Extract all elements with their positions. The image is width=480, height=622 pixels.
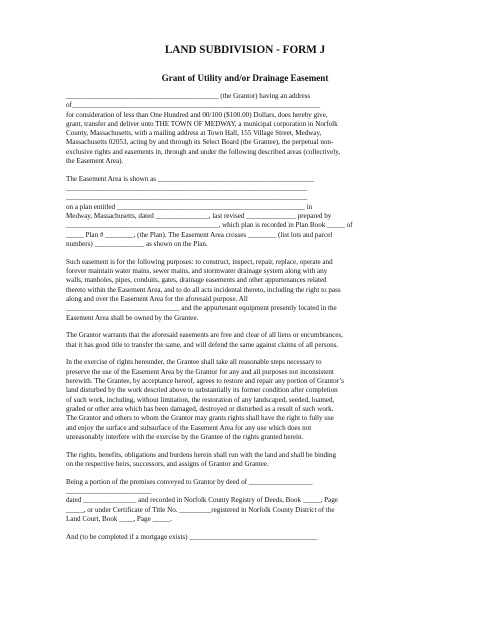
paragraph-grantor <box>66 92 424 166</box>
text-line: Massachusetts 02053, acting by and through its Select Board (the Grantee), the perpetual non- <box>66 138 334 147</box>
paragraph-deed <box>66 478 424 524</box>
document-subtitle: Grant of Utility and/or Drainage Easement <box>161 73 329 83</box>
text-line: The Easement Area is shown as ____________________________________________ <box>66 174 314 183</box>
text-line: along and over the Easement Area for the aforesaid purpose. All <box>66 294 248 303</box>
document-title: LAND SUBDIVISION - FORM J <box>164 44 326 56</box>
text-line: Easement Area shall be owned by the Grantee. <box>66 313 199 322</box>
text-line: And (to be completed if a mortgage exists) ____________________________________ <box>66 532 318 541</box>
text-line: The rights, benefits, obligations and burdens herein shall run with the land and shall be binding <box>66 450 337 459</box>
paragraph-mortgage <box>66 533 424 542</box>
text-line: ___________________________________________, which plan is recorded in Plan Book _____ of <box>66 221 353 230</box>
text-line: preserve the use of the Easement Area by the Grantor for any and all purposes not inconsistent <box>66 367 334 376</box>
text-line: thereto within the Easement Area, and to do all acts incidental thereto, including the right to pass <box>66 285 341 294</box>
text-line: for consideration of less than One Hundred and 00/100 ($100.00) Dollars, does hereby give, <box>66 110 328 119</box>
text-line: Land Court, Book ____, Page _____. <box>66 514 173 523</box>
paragraph-binding <box>66 451 424 470</box>
text-line: County, Massachusetts, with a mailing address at Town Hall, 155 Village Street, Medway, <box>66 129 322 138</box>
text-line: The Grantor and others to whom the Grantor may grants rights shall have the right to fully use <box>66 414 334 423</box>
text-line: ___________________________________________ (the Grantor) having an address <box>66 92 311 100</box>
text-line: of such work, including, without limitation, the restoration of any landscaped, seeded, loamed, <box>66 395 335 404</box>
paragraph-exercise <box>66 358 424 442</box>
text-line: forever maintain water mains, sewer mains, and stormwater drainage system along with any <box>66 267 328 276</box>
text-line: of______________________________________________________________________ <box>66 101 321 110</box>
text-line: ________________________ <box>66 486 152 495</box>
text-line: Such easement is for the following purposes: to construct, inspect, repair, replace, operate and <box>66 257 333 266</box>
text-line: The Grantor warrants that the aforesaid easements are free and clear of all liens or encumbrances, <box>66 331 343 340</box>
text-line: exclusive rights and easements in, through and under the following described areas (collectively, <box>66 147 341 156</box>
text-line: walls, manholes, pipes, conduits, gates, drainage easements and other appurtenances related <box>66 276 327 285</box>
text-line: land disturbed by the work descried above to substantially its former condition after completion <box>66 386 338 395</box>
text-line: and enjoy the surface and subsurface of the Easement Area for any use which does not <box>66 423 312 432</box>
paragraph-easement-area <box>66 175 424 249</box>
text-line: the Easement Area). <box>66 157 124 166</box>
text-line: In the exercise of rights hereunder, the Grantee shall take all reasonable steps necessary to <box>66 358 322 367</box>
text-line: _____ Plan # ________, (the Plan). The Easement Area crosses ________ (list lots and parcel <box>66 230 333 239</box>
text-line: on the respective heirs, successors, and assigns of Grantor and Grantee. <box>66 459 269 468</box>
text-line: on a plan entitled _____________________________________________________ in <box>66 202 313 211</box>
text-line: Medway, Massachusetts, dated _______________, last revised ______________ prepared by <box>66 212 332 221</box>
text-line: ________________________________ and the appurtenant equipment presently located in the <box>66 304 337 313</box>
text-line: that it has good title to transfer the same, and will defend the same against claims of all persons. <box>66 340 339 349</box>
text-line: ____________________________________________________________________ <box>66 184 308 193</box>
text-line: unreasonably interfere with the exercise by the Grantee of the rights granted herein. <box>66 432 304 441</box>
text-line: grant, transfer and deliver unto THE TOWN OF MEDWAY, a municipal corporation in Norfolk <box>66 119 338 128</box>
text-line: Being a portion of the premises conveyed to Grantor by deed of __________________ <box>66 477 313 486</box>
text-line: graded or other area which has been damaged, destroyed or disturbed as a result of such work. <box>66 404 334 413</box>
text-line: numbers) ______________ as shown on the Plan. <box>66 239 208 248</box>
text-line: _____, or under Certificate of Title No. _________registered in Norfolk County District of the <box>66 505 335 514</box>
text-line: dated _______________ and recorded in Norfolk County Registry of Deeds, Book _____, Page <box>66 496 338 505</box>
document-body <box>66 92 424 542</box>
text-line: ____________________________________________________________________ <box>66 193 308 202</box>
text-line: herewith. The Grantee, by acceptance hereof, agrees to restore and repair any portion of Grantor’s <box>66 377 345 386</box>
paragraph-warranty <box>66 331 424 350</box>
paragraph-purposes <box>66 258 424 323</box>
